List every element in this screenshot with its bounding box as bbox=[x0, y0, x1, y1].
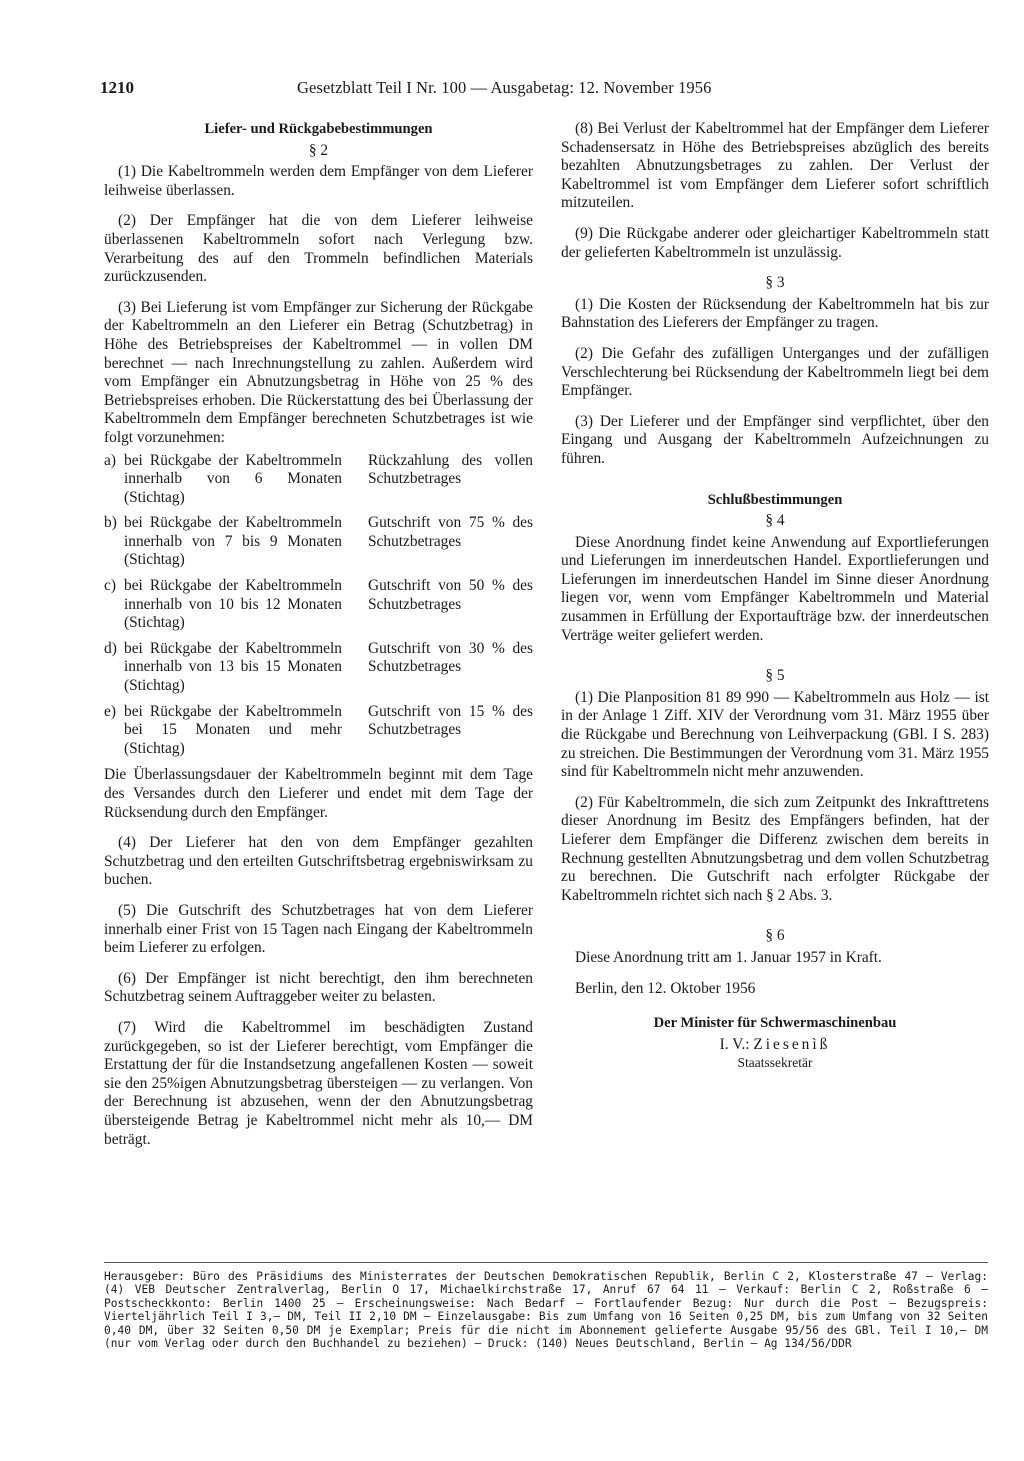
signature-line bbox=[561, 1036, 989, 1055]
footer-rule bbox=[104, 1262, 988, 1263]
s2-para-5: (5) Die Gutschrift des Schutzbetrages hat von dem Lieferer innerhalb einer Frist von 15 Tagen nach Eingang der Kabeltrommeln beim Lieferer zu erfolgen. bbox=[104, 901, 533, 957]
schedule-label: e) bbox=[104, 702, 116, 720]
s6-text: Diese Anordnung tritt am 1. Januar 1957 in Kraft. bbox=[575, 948, 882, 966]
schedule-condition: bei Rückgabe der Kabeltrommeln innerhalb von 10 bis 12 Monaten (Stichtag) bbox=[124, 577, 342, 632]
schedule-condition: bei Rückgabe der Kabeltrommeln bei 15 Monaten und mehr (Stichtag) bbox=[124, 702, 342, 757]
schedule-row bbox=[104, 577, 533, 633]
schedule-refund: Gutschrift von 50 % des Schutzbetrages bbox=[368, 577, 533, 613]
schedule-row bbox=[104, 452, 533, 508]
paragraph-4-sign: § 4 bbox=[765, 512, 785, 530]
page-header: Gesetzblatt Teil I Nr. 100 — Ausgabetag: 12. November 1956 bbox=[297, 78, 712, 97]
s2-para-3-end: Die Überlassungsdauer der Kabeltrommeln beginnt mit dem Tage des Versandes durch den Lieferer und endet mit dem Tage der Rücksendung durch den Empfänger. bbox=[104, 766, 533, 821]
s2-para-4: (4) Der Lieferer hat den von dem Empfänger gezahlten Schutzbetrag und den erteilten Gutschriftsbetrag ergebniswirksam zu buchen. bbox=[104, 834, 533, 889]
paragraph-2-sign: § 2 bbox=[308, 141, 329, 159]
s2-para-8: (8) Bei Verlust der Kabeltrommel hat der Empfänger dem Lieferer Schadensersatz in Höhe des Betriebspreises abzüglich des bereits bezahlten Abnutzungsbetrages zu zahlen. Der Verlust der Kabeltrommel ist vom Empfänger dem Lieferer sofort schriftlich mitzuteilen. bbox=[561, 120, 989, 212]
s2-para-9: (9) Die Rückgabe anderer oder gleichartiger Kabeltrommeln statt der gelieferten Kabeltrommeln ist unzulässig. bbox=[561, 224, 989, 261]
signature-organization: Der Minister für Schwermaschinenbau bbox=[653, 1015, 897, 1032]
schedule-row bbox=[104, 703, 533, 759]
schedule-label: d) bbox=[104, 639, 117, 657]
schedule-label: b) bbox=[104, 514, 117, 532]
signature-name: Ziesenìß bbox=[753, 1035, 831, 1053]
section-heading-delivery: Liefer- und Rückgabebestimmungen bbox=[204, 121, 433, 137]
schedule-refund: Gutschrift von 15 % des Schutzbetrages bbox=[368, 702, 533, 739]
schedule-row bbox=[104, 640, 533, 696]
section-heading-final: Schlußbestimmungen bbox=[707, 491, 843, 508]
s2-para-3: (3) Bei Lieferung ist vom Empfänger zur Sicherung der Rückgabe der Kabeltrommeln an den Lieferer ein Betrag (Schutzbetrag) in Höhe des Betriebspreises der Kabeltrommel — in vollen DM berechnet — nach Inrechnungstellung zu zahlen. Außerdem wird vom Empfänger ein Abnutzungsbetrag in Höhe von 25 % des Betriebspreises erhoben. Die Rückerstattung des bei Überlassung der Kabeltrommeln dem Empfänger berechneten Schutzbetrages ist wie folgt vorzunehmen: bbox=[104, 298, 533, 446]
s4-text: Diese Anordnung findet keine Anwendung auf Exportlieferungen und Lieferungen im innerdeutschen Handel. Exportlieferungen und Lieferungen im innerdeutschen Handel im Sinne dieser Anordnung liegen vor, wenn vom Empfänger Kabeltrommeln und Material zusammen in Erfüllung der Exportaufträge bzw. der innerdeutschen Verträge weiter geliefert werden. bbox=[561, 533, 989, 644]
paragraph-5-sign: § 5 bbox=[765, 667, 785, 685]
schedule-label: c) bbox=[104, 577, 116, 595]
schedule-refund: Gutschrift von 30 % des Schutzbetrages bbox=[368, 639, 533, 676]
s3-para-2: (2) Die Gefahr des zufälligen Unterganges und der zufälligen Verschlechterung bei Rücksendung der Kabeltrommeln liegt bei dem Empfänger. bbox=[561, 344, 989, 400]
signature-prefix: I. V.: bbox=[719, 1035, 750, 1053]
schedule-label: a) bbox=[104, 451, 116, 469]
schedule-row bbox=[104, 514, 533, 570]
schedule-condition: bei Rückgabe der Kabeltrommeln innerhalb von 7 bis 9 Monaten (Stichtag) bbox=[124, 514, 342, 569]
refund-schedule bbox=[104, 452, 533, 759]
page-number: 1210 bbox=[100, 78, 134, 97]
paragraph-6-sign: § 6 bbox=[765, 927, 785, 945]
right-column bbox=[561, 120, 989, 1073]
s2-para-1: (1) Die Kabeltrommeln werden dem Empfänger von dem Lieferer leihweise überlassen. bbox=[104, 163, 533, 199]
signature-title: Staatssekretär bbox=[737, 1055, 813, 1071]
s2-para-6: (6) Der Empfänger ist nicht berechtigt, den ihm berechneten Schutzbetrag seinem Auftraggeber weiter zu belasten. bbox=[104, 969, 533, 1006]
s3-para-1: (1) Die Kosten der Rücksendung der Kabeltrommeln hat bis zur Bahnstation des Lieferers der Empfänger zu tragen. bbox=[561, 295, 989, 332]
schedule-condition: bei Rückgabe der Kabeltrommeln innerhalb von 6 Monaten (Stichtag) bbox=[124, 451, 342, 506]
imprint: Herausgeber: Büro des Präsidiums des Ministerrates der Deutschen Demokratischen Republik, Berlin C 2, Klosterstraße 47 — Verlag: (4) VEB Deutscher Zentralverlag, Berlin O 17, Michaelkirchstraße 17, Anruf 67 64 11 — Verkauf: Berlin C 2, Roßstraße 6 — Postscheckkonto: Berlin 1400 25 — Erscheinungsweise: Nach Bedarf — Fortlaufender Bezug: Nur durch die Post — Bezugspreis: Vierteljährlich Teil I 3,— DM, Teil II 2,10 DM — Einzelausgabe: Bis zum Umfang von 16 Seiten 0,25 DM, bis zum Umfang von 32 Seiten 0,40 DM, über 32 Seiten 0,50 DM je Exemplar; Preis für die nicht im Abonnement gelieferte Ausgabe 95/56 des GBl. Teil I 10,— DM (nur vom Verlag oder durch den Buchhandel zu beziehen) — Druck: (140) Neues Deutschland, Berlin — Ag 134/56/DDR bbox=[104, 1270, 988, 1351]
s2-para-2: (2) Der Empfänger hat die von dem Lieferer leihweise überlassenen Kabeltrommeln sofort nach Verlegung bzw. Verarbeitung des auf den Trommeln befindlichen Materials zurückzusenden. bbox=[104, 212, 533, 286]
schedule-condition: bei Rückgabe der Kabeltrommeln innerhalb von 13 bis 15 Monaten (Stichtag) bbox=[124, 639, 342, 695]
schedule-refund: Gutschrift von 75 % des Schutzbetrages bbox=[368, 514, 533, 550]
date-line: Berlin, den 12. Oktober 1956 bbox=[575, 979, 756, 997]
s5-para-1: (1) Die Planposition 81 89 990 — Kabeltrommeln aus Holz — ist in der Anlage 1 Ziff. XIV der Verordnung vom 31. März 1955 über die Rückgabe und Berechnung von Leihverpackung (GBl. I S. 283) zu streichen. Die Bestimmungen der Verordnung vom 31. März 1955 sind für Kabeltrommeln nicht mehr anzuwenden. bbox=[561, 688, 989, 781]
s5-para-2: (2) Für Kabeltrommeln, die sich zum Zeitpunkt des Inkrafttretens dieser Anordnung im Besitz des Empfängers befinden, hat der Lieferer dem Empfänger die Differenz zwischen dem bereits in Rechnung gestellten Abnutzungsbetrag und dem vollen Schutzbetrag zu berechnen. Die Gutschrift nach erfolgter Rückgabe der Kabeltrommeln richtet sich nach § 2 Abs. 3. bbox=[561, 793, 989, 904]
schedule-refund: Rückzahlung des vollen Schutzbetrages bbox=[368, 451, 533, 488]
s2-para-7: (7) Wird die Kabeltrommel im beschädigten Zustand zurückgegeben, so ist der Lieferer berechtigt, vom Empfänger die Erstattung der für die Instandsetzung angefallenen Kosten — soweit sie den 25%igen Abnutzungsbetrag übersteigen — zu verlangen. Von der Berechnung ist abzusehen, wenn der den Abnutzungsbetrag übersteigende Betrag je Kabeltrommel nicht mehr als 10,— DM beträgt. bbox=[104, 1018, 533, 1148]
paragraph-3-sign: § 3 bbox=[765, 274, 785, 292]
left-column bbox=[104, 120, 533, 1161]
s3-para-3: (3) Der Lieferer und der Empfänger sind verpflichtet, über den Eingang und Ausgang der Kabeltrommeln Aufzeichnungen zu führen. bbox=[561, 412, 989, 467]
